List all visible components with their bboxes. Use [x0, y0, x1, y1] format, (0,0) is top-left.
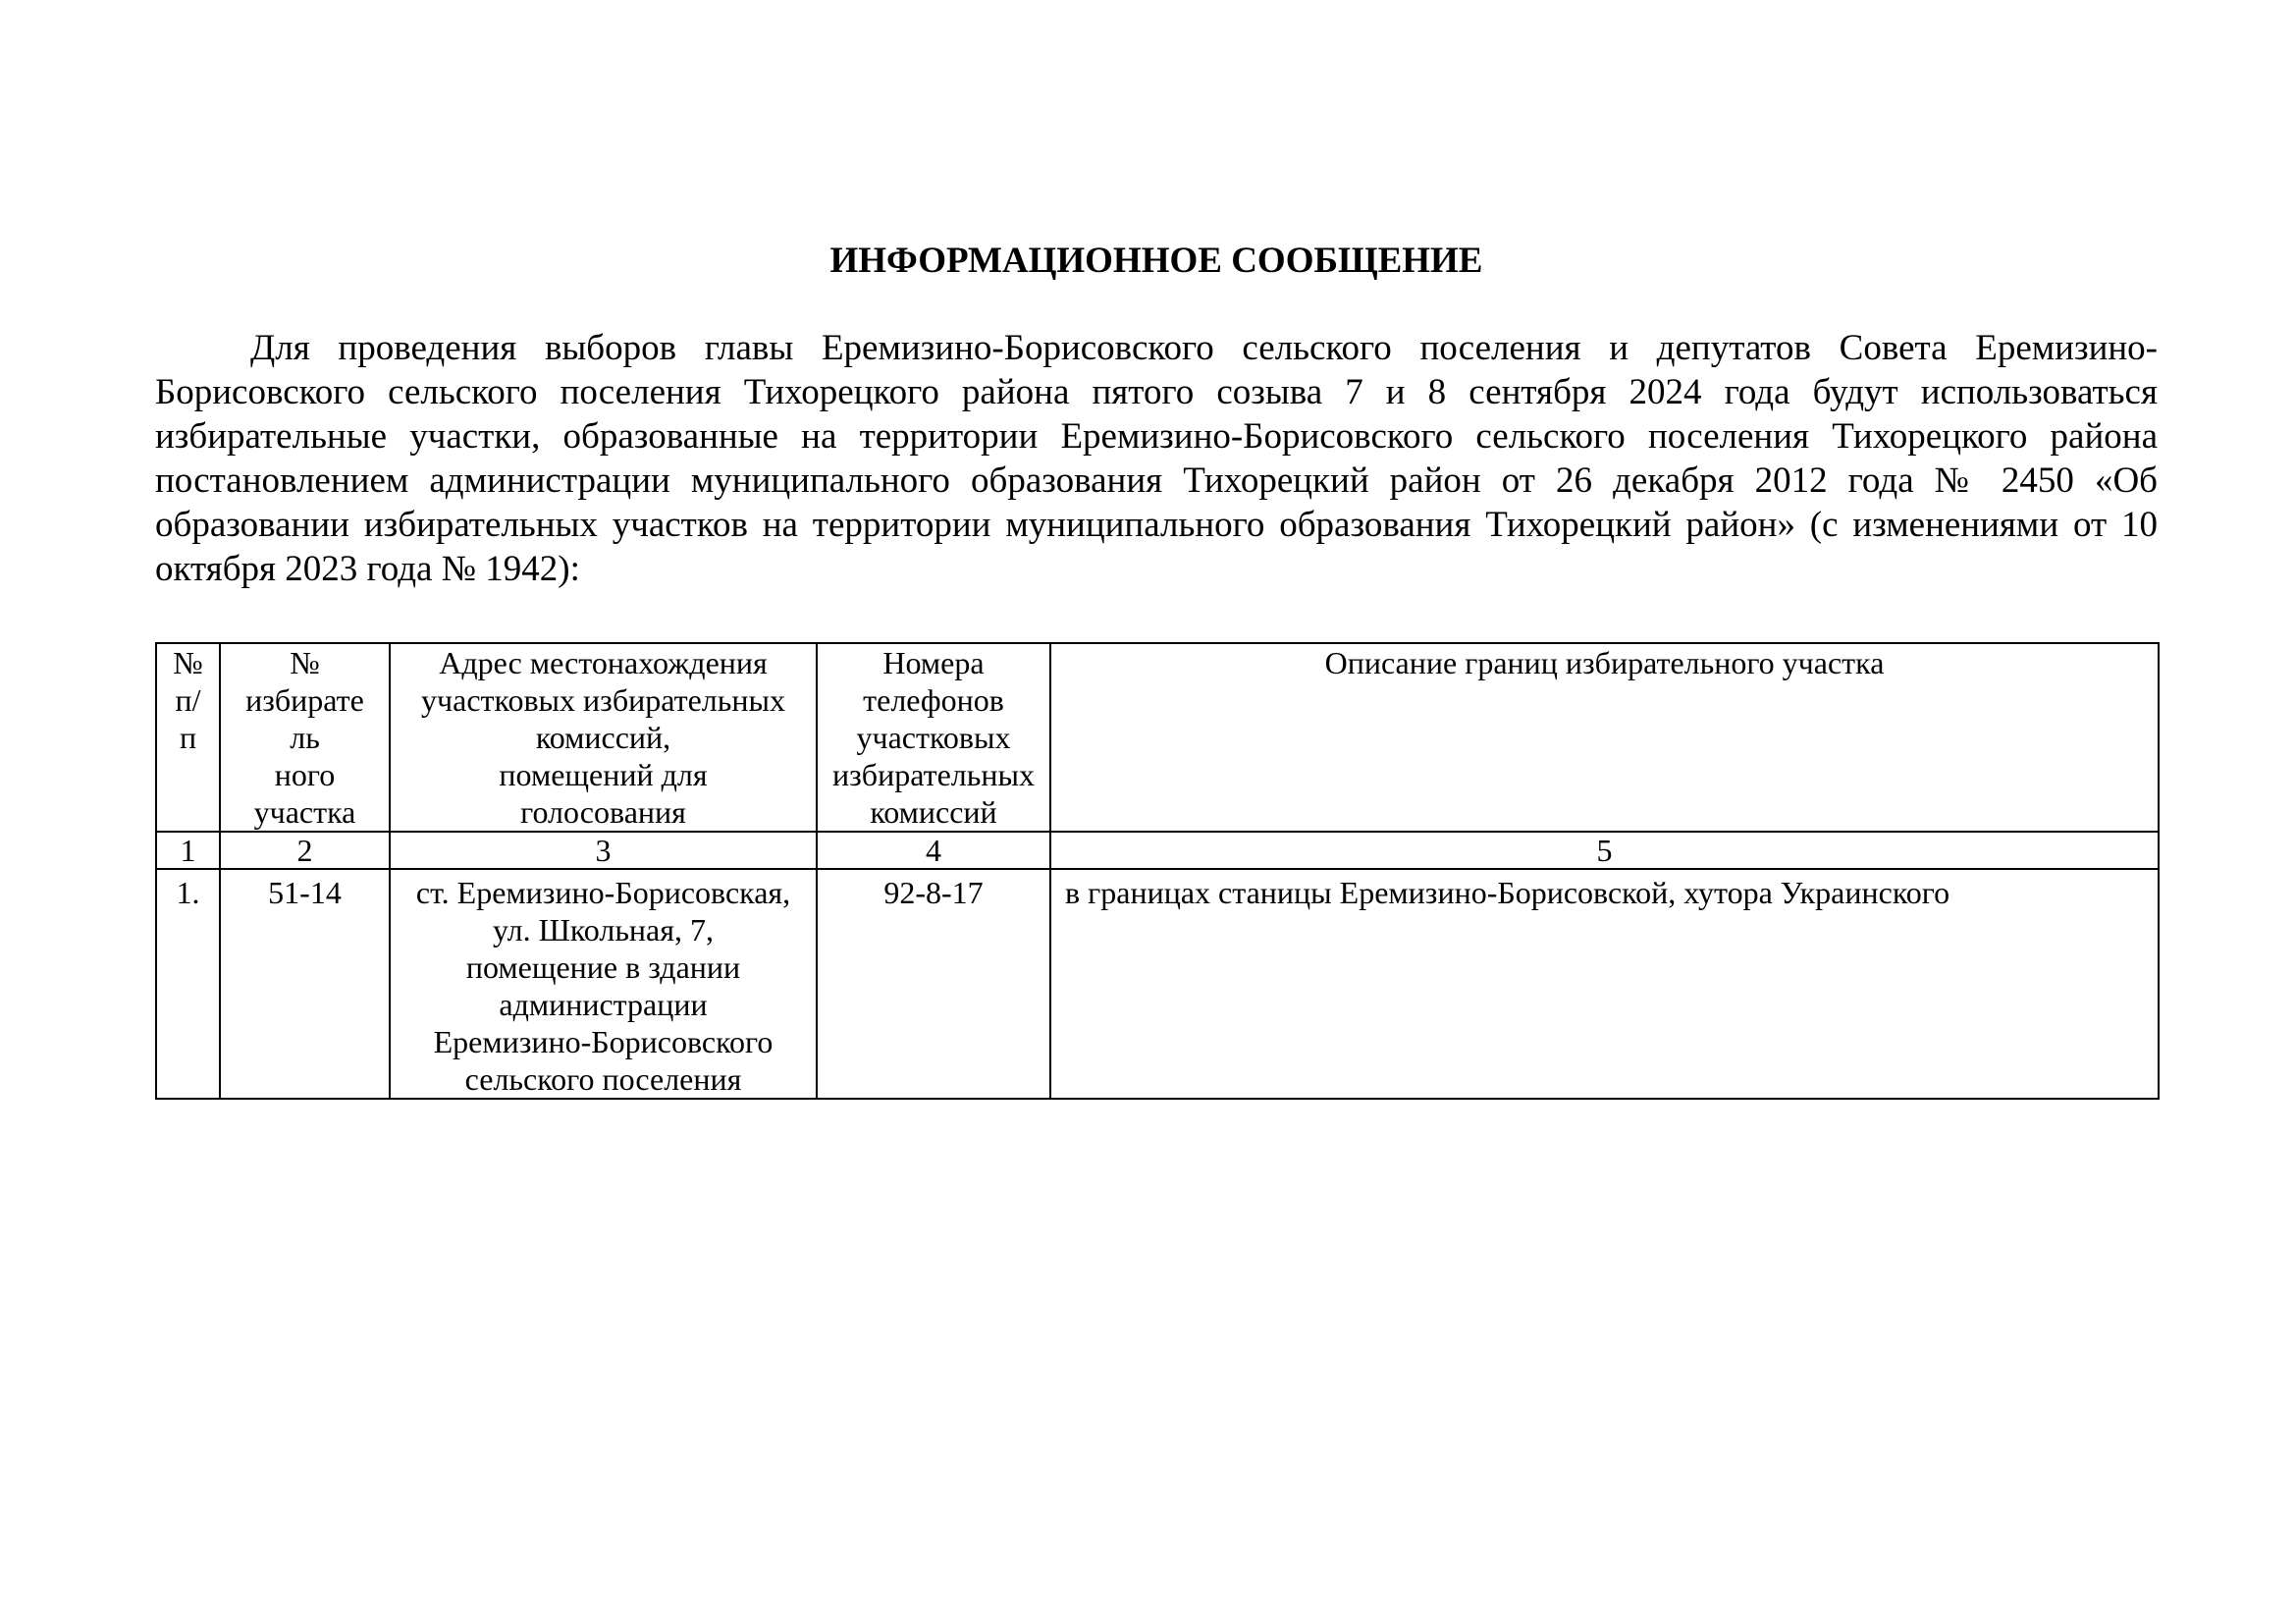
intro-paragraph: Для проведения выборов главы Еремизино-Борисовского сельского поселения и депутатов Совета Еремизино-Борисовского сельского поселения Тихорецкого района пятого созыва 7 и 8 сентября 2024 года будут использоваться избирательные участки, образованные на территории Еремизино-Борисовского сельского поселения Тихорецкого района постановлением администрации муниципального образования Тихорецкий район от 26 декабря 2012 года № 2450 «Об образовании избирательных участков на территории муниципального образования Тихорецкий район» (с изменениями от 10 октября 2023 года № 1942): — [155, 328, 2158, 589]
table-row — [156, 869, 2159, 1099]
header-precinct-number: № избирате ль ного участка — [220, 643, 390, 832]
column-number-row — [156, 832, 2159, 869]
table-header-row — [156, 643, 2159, 832]
precincts-table — [155, 642, 2160, 1100]
column-number: 5 — [1050, 832, 2159, 869]
column-number: 4 — [817, 832, 1050, 869]
precinct-boundary: в границах станицы Еремизино-Борисовской, хутора Украинского — [1050, 869, 2159, 1099]
header-phone: Номера телефонов участковых избирательных комиссий — [817, 643, 1050, 832]
column-number: 2 — [220, 832, 390, 869]
precinct-number: 51-14 — [220, 869, 390, 1099]
commission-address: ст. Еремизино-Борисовская, ул. Школьная, 7, помещение в здании администрации Еремизино-Борисовского сельского поселения — [390, 869, 817, 1099]
header-row-number: № п/ п — [156, 643, 220, 832]
header-boundary: Описание границ избирательного участка — [1050, 643, 2159, 832]
column-number: 3 — [390, 832, 817, 869]
row-number: 1. — [156, 869, 220, 1099]
header-address: Адрес местонахождения участковых избирательных комиссий, помещений для голосования — [390, 643, 817, 832]
column-number: 1 — [156, 832, 220, 869]
commission-phone: 92-8-17 — [817, 869, 1050, 1099]
document-title: ИНФОРМАЦИОННОЕ СООБЩЕНИЕ — [829, 241, 1483, 281]
